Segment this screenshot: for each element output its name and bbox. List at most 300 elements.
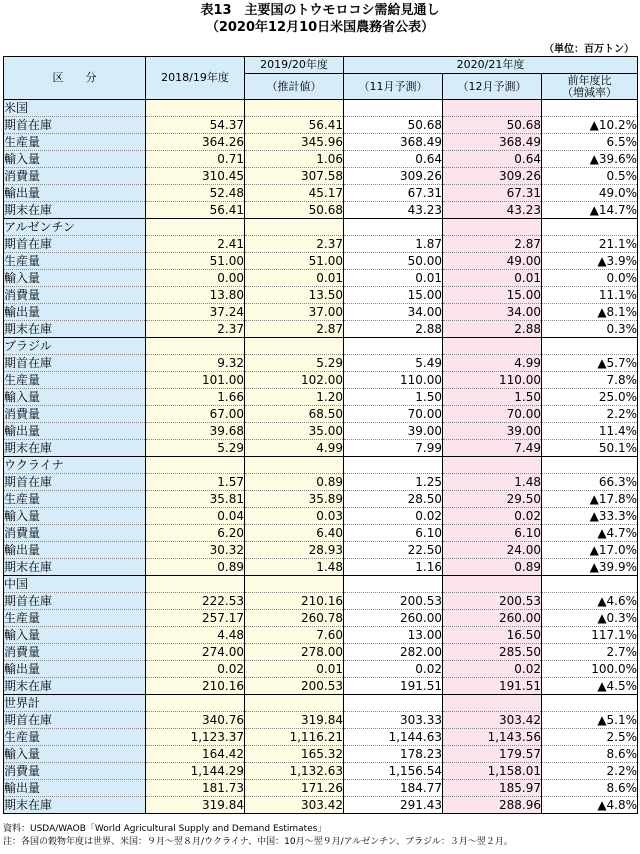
item-label: 消費量 xyxy=(4,525,146,542)
item-label: 生産量 xyxy=(4,372,146,389)
value-nov: 1,156.54 xyxy=(344,763,443,780)
table-row xyxy=(4,678,638,695)
value-nov: 178.23 xyxy=(344,746,443,763)
value-change: ▲17.0% xyxy=(542,542,638,559)
blank-cell xyxy=(542,100,638,117)
value-dec: 2.88 xyxy=(443,321,542,338)
table-row xyxy=(4,253,638,270)
value-change: 2.7% xyxy=(542,644,638,661)
item-label: 消費量 xyxy=(4,287,146,304)
value-2019: 35.89 xyxy=(245,491,344,508)
table-row xyxy=(4,270,638,287)
table-subtitle: （2020年12月10日米国農務省公表） xyxy=(205,20,435,35)
item-label: 輸入量 xyxy=(4,270,146,287)
item-label: 生産量 xyxy=(4,491,146,508)
value-change: ▲4.7% xyxy=(542,525,638,542)
value-dec: 70.00 xyxy=(443,406,542,423)
value-2019: 0.01 xyxy=(245,270,344,287)
item-label: 生産量 xyxy=(4,729,146,746)
value-nov: 0.64 xyxy=(344,151,443,168)
table-row xyxy=(4,134,638,151)
value-dec: 0.64 xyxy=(443,151,542,168)
value-2018: 181.73 xyxy=(146,780,245,797)
item-label: 期首在庫 xyxy=(4,712,146,729)
value-nov: 368.49 xyxy=(344,134,443,151)
value-2019: 200.53 xyxy=(245,678,344,695)
value-2018: 67.00 xyxy=(146,406,245,423)
value-2018: 2.37 xyxy=(146,321,245,338)
value-2019: 260.78 xyxy=(245,610,344,627)
value-dec: 29.50 xyxy=(443,491,542,508)
value-2018: 0.02 xyxy=(146,661,245,678)
value-2019: 1,116.21 xyxy=(245,729,344,746)
blank-cell xyxy=(443,219,542,236)
value-change: ▲4.8% xyxy=(542,797,638,814)
value-nov: 15.00 xyxy=(344,287,443,304)
item-label: 消費量 xyxy=(4,644,146,661)
table-row xyxy=(4,406,638,423)
country-row xyxy=(4,457,638,474)
value-2019: 319.84 xyxy=(245,712,344,729)
table-row xyxy=(4,423,638,440)
value-change: ▲14.7% xyxy=(542,202,638,219)
value-2018: 1.66 xyxy=(146,389,245,406)
supply-demand-table xyxy=(3,56,638,814)
value-dec: 43.23 xyxy=(443,202,542,219)
value-dec: 0.02 xyxy=(443,508,542,525)
value-2018: 30.32 xyxy=(146,542,245,559)
value-2019: 35.00 xyxy=(245,423,344,440)
table-row xyxy=(4,559,638,576)
value-2019: 68.50 xyxy=(245,406,344,423)
value-nov: 309.26 xyxy=(344,168,443,185)
value-change: 117.1% xyxy=(542,627,638,644)
value-change: ▲39.9% xyxy=(542,559,638,576)
header-change-sub: （増減率） xyxy=(562,85,618,99)
value-2019: 307.58 xyxy=(245,168,344,185)
table-row xyxy=(4,491,638,508)
country-name: ブラジル xyxy=(4,338,146,355)
value-change: ▲3.9% xyxy=(542,253,638,270)
value-nov: 184.77 xyxy=(344,780,443,797)
value-nov: 1,144.63 xyxy=(344,729,443,746)
blank-cell xyxy=(146,100,245,117)
blank-cell xyxy=(146,457,245,474)
blank-cell xyxy=(245,695,344,712)
value-2018: 39.68 xyxy=(146,423,245,440)
value-2018: 1.57 xyxy=(146,474,245,491)
table-row xyxy=(4,117,638,134)
table-row xyxy=(4,525,638,542)
value-2019: 210.16 xyxy=(245,593,344,610)
unit-label: （単位：百万トン） xyxy=(544,44,634,55)
blank-cell xyxy=(245,457,344,474)
blank-cell xyxy=(443,695,542,712)
table-row xyxy=(4,389,638,406)
value-2019: 345.96 xyxy=(245,134,344,151)
value-nov: 22.50 xyxy=(344,542,443,559)
value-change: 25.0% xyxy=(542,389,638,406)
value-2019: 2.37 xyxy=(245,236,344,253)
value-nov: 34.00 xyxy=(344,304,443,321)
blank-cell xyxy=(344,576,443,593)
value-change: ▲0.3% xyxy=(542,610,638,627)
blank-cell xyxy=(542,338,638,355)
value-2018: 56.41 xyxy=(146,202,245,219)
value-2018: 6.20 xyxy=(146,525,245,542)
value-2019: 0.89 xyxy=(245,474,344,491)
value-2018: 1,123.37 xyxy=(146,729,245,746)
value-2019: 5.29 xyxy=(245,355,344,372)
country-row xyxy=(4,338,638,355)
item-label: 期首在庫 xyxy=(4,236,146,253)
table-row xyxy=(4,746,638,763)
value-dec: 260.00 xyxy=(443,610,542,627)
value-2018: 54.37 xyxy=(146,117,245,134)
country-name: 世界計 xyxy=(4,695,146,712)
value-2018: 101.00 xyxy=(146,372,245,389)
source-note: 資料：USDA/WAOB「World Agricultural Supply and Demand Estimates」 xyxy=(3,824,327,834)
blank-cell xyxy=(542,219,638,236)
value-nov: 0.01 xyxy=(344,270,443,287)
value-2018: 52.48 xyxy=(146,185,245,202)
item-label: 消費量 xyxy=(4,406,146,423)
value-nov: 0.02 xyxy=(344,661,443,678)
value-nov: 70.00 xyxy=(344,406,443,423)
value-dec: 191.51 xyxy=(443,678,542,695)
value-change: ▲4.6% xyxy=(542,593,638,610)
value-nov: 6.10 xyxy=(344,525,443,542)
blank-cell xyxy=(542,695,638,712)
country-row xyxy=(4,100,638,117)
value-change: ▲33.3% xyxy=(542,508,638,525)
blank-cell xyxy=(146,338,245,355)
notes xyxy=(3,823,513,849)
blank-cell xyxy=(245,100,344,117)
value-change: 2.2% xyxy=(542,763,638,780)
country-row xyxy=(4,695,638,712)
table-row xyxy=(4,321,638,338)
value-nov: 28.50 xyxy=(344,491,443,508)
country-name: 米国 xyxy=(4,100,146,117)
value-2018: 4.48 xyxy=(146,627,245,644)
table-row xyxy=(4,236,638,253)
table-row xyxy=(4,763,638,780)
value-2019: 1.48 xyxy=(245,559,344,576)
value-nov: 291.43 xyxy=(344,797,443,814)
item-label: 期末在庫 xyxy=(4,797,146,814)
value-dec: 50.68 xyxy=(443,117,542,134)
value-change: 2.5% xyxy=(542,729,638,746)
value-2019: 2.87 xyxy=(245,321,344,338)
value-change: 8.6% xyxy=(542,746,638,763)
header-category: 区 分 xyxy=(4,57,146,100)
item-label: 消費量 xyxy=(4,168,146,185)
table-title: 表13 主要国のトウモロコシ需給見通し xyxy=(200,3,440,18)
value-dec: 15.00 xyxy=(443,287,542,304)
table-row xyxy=(4,780,638,797)
value-2019: 0.03 xyxy=(245,508,344,525)
value-nov: 7.99 xyxy=(344,440,443,457)
value-change: ▲8.1% xyxy=(542,304,638,321)
blank-cell xyxy=(443,576,542,593)
value-change: 66.3% xyxy=(542,474,638,491)
value-dec: 0.89 xyxy=(443,559,542,576)
value-2019: 28.93 xyxy=(245,542,344,559)
value-dec: 285.50 xyxy=(443,644,542,661)
item-label: 期首在庫 xyxy=(4,117,146,134)
value-2019: 1,132.63 xyxy=(245,763,344,780)
table-row xyxy=(4,287,638,304)
value-nov: 39.00 xyxy=(344,423,443,440)
value-2018: 37.24 xyxy=(146,304,245,321)
value-2019: 50.68 xyxy=(245,202,344,219)
value-2018: 222.53 xyxy=(146,593,245,610)
value-change: ▲5.1% xyxy=(542,712,638,729)
header-2020: 2020/21年度 xyxy=(344,57,638,74)
header-2019-sub: （推計値） xyxy=(245,74,344,100)
header-2019: 2019/20年度 xyxy=(245,57,344,74)
blank-cell xyxy=(245,576,344,593)
value-dec: 4.99 xyxy=(443,355,542,372)
value-nov: 13.00 xyxy=(344,627,443,644)
item-label: 生産量 xyxy=(4,134,146,151)
item-label: 輸入量 xyxy=(4,389,146,406)
value-dec: 1.48 xyxy=(443,474,542,491)
value-2018: 51.00 xyxy=(146,253,245,270)
blank-cell xyxy=(344,457,443,474)
value-dec: 1,158.01 xyxy=(443,763,542,780)
value-change: ▲5.7% xyxy=(542,355,638,372)
value-2019: 102.00 xyxy=(245,372,344,389)
value-2018: 0.04 xyxy=(146,508,245,525)
value-dec: 110.00 xyxy=(443,372,542,389)
value-dec: 0.02 xyxy=(443,661,542,678)
country-name: 中国 xyxy=(4,576,146,593)
footnote: 注：各国の穀物年度は世界、米国：９月～翌８月/ウクライナ、中国：10月～翌９月/アルゼンチン、ブラジル：３月～翌２月。 xyxy=(3,837,513,847)
value-dec: 288.96 xyxy=(443,797,542,814)
table-row xyxy=(4,627,638,644)
item-label: 生産量 xyxy=(4,253,146,270)
item-label: 期首在庫 xyxy=(4,474,146,491)
value-dec: 6.10 xyxy=(443,525,542,542)
value-2019: 278.00 xyxy=(245,644,344,661)
table-row xyxy=(4,355,638,372)
value-nov: 260.00 xyxy=(344,610,443,627)
value-dec: 16.50 xyxy=(443,627,542,644)
value-2019: 1.06 xyxy=(245,151,344,168)
country-name: アルゼンチン xyxy=(4,219,146,236)
table-row xyxy=(4,151,638,168)
item-label: 期末在庫 xyxy=(4,678,146,695)
table-row xyxy=(4,508,638,525)
value-2018: 9.32 xyxy=(146,355,245,372)
value-dec: 49.00 xyxy=(443,253,542,270)
blank-cell xyxy=(146,219,245,236)
value-nov: 50.00 xyxy=(344,253,443,270)
table-row xyxy=(4,644,638,661)
blank-cell xyxy=(245,338,344,355)
item-label: 輸出量 xyxy=(4,780,146,797)
table-body xyxy=(4,100,638,814)
header-nov: （11月予測） xyxy=(344,74,443,100)
value-nov: 191.51 xyxy=(344,678,443,695)
value-change: 6.5% xyxy=(542,134,638,151)
value-2018: 0.89 xyxy=(146,559,245,576)
item-label: 期末在庫 xyxy=(4,559,146,576)
value-nov: 67.31 xyxy=(344,185,443,202)
value-dec: 179.57 xyxy=(443,746,542,763)
table-row xyxy=(4,729,638,746)
value-change: 49.0% xyxy=(542,185,638,202)
value-change: 11.4% xyxy=(542,423,638,440)
value-change: ▲17.8% xyxy=(542,491,638,508)
table-row xyxy=(4,185,638,202)
country-row xyxy=(4,219,638,236)
value-nov: 43.23 xyxy=(344,202,443,219)
value-dec: 309.26 xyxy=(443,168,542,185)
value-dec: 39.00 xyxy=(443,423,542,440)
table-row xyxy=(4,661,638,678)
value-nov: 110.00 xyxy=(344,372,443,389)
value-2019: 45.17 xyxy=(245,185,344,202)
value-2019: 7.60 xyxy=(245,627,344,644)
value-dec: 185.97 xyxy=(443,780,542,797)
value-2019: 165.32 xyxy=(245,746,344,763)
value-change: ▲10.2% xyxy=(542,117,638,134)
value-nov: 2.88 xyxy=(344,321,443,338)
item-label: 消費量 xyxy=(4,763,146,780)
value-nov: 282.00 xyxy=(344,644,443,661)
value-nov: 303.33 xyxy=(344,712,443,729)
value-change: 21.1% xyxy=(542,236,638,253)
value-2018: 0.00 xyxy=(146,270,245,287)
item-label: 輸入量 xyxy=(4,746,146,763)
table-row xyxy=(4,712,638,729)
blank-cell xyxy=(443,338,542,355)
value-2018: 340.76 xyxy=(146,712,245,729)
value-2019: 1.20 xyxy=(245,389,344,406)
item-label: 輸出量 xyxy=(4,542,146,559)
blank-cell xyxy=(344,695,443,712)
value-change: ▲39.6% xyxy=(542,151,638,168)
value-dec: 1.50 xyxy=(443,389,542,406)
item-label: 輸出量 xyxy=(4,661,146,678)
value-2019: 56.41 xyxy=(245,117,344,134)
value-dec: 67.31 xyxy=(443,185,542,202)
value-2019: 37.00 xyxy=(245,304,344,321)
value-nov: 1.50 xyxy=(344,389,443,406)
value-2018: 164.42 xyxy=(146,746,245,763)
value-dec: 7.49 xyxy=(443,440,542,457)
item-label: 期末在庫 xyxy=(4,440,146,457)
item-label: 輸入量 xyxy=(4,627,146,644)
value-nov: 5.49 xyxy=(344,355,443,372)
value-nov: 200.53 xyxy=(344,593,443,610)
item-label: 生産量 xyxy=(4,610,146,627)
value-dec: 2.87 xyxy=(443,236,542,253)
value-2019: 51.00 xyxy=(245,253,344,270)
value-dec: 1,143.56 xyxy=(443,729,542,746)
value-2018: 257.17 xyxy=(146,610,245,627)
value-2018: 1,144.29 xyxy=(146,763,245,780)
header-change xyxy=(542,74,638,100)
blank-cell xyxy=(443,100,542,117)
value-dec: 368.49 xyxy=(443,134,542,151)
value-change: 0.3% xyxy=(542,321,638,338)
value-2018: 210.16 xyxy=(146,678,245,695)
table-row xyxy=(4,440,638,457)
value-2018: 364.26 xyxy=(146,134,245,151)
value-2018: 5.29 xyxy=(146,440,245,457)
item-label: 期首在庫 xyxy=(4,593,146,610)
header-2018: 2018/19年度 xyxy=(146,57,245,100)
value-dec: 200.53 xyxy=(443,593,542,610)
blank-cell xyxy=(542,457,638,474)
table-row xyxy=(4,372,638,389)
item-label: 輸出量 xyxy=(4,304,146,321)
value-change: 8.6% xyxy=(542,780,638,797)
value-2018: 2.41 xyxy=(146,236,245,253)
value-2019: 171.26 xyxy=(245,780,344,797)
header-change-label: 前年度比 xyxy=(567,73,612,87)
value-2019: 303.42 xyxy=(245,797,344,814)
value-2018: 310.45 xyxy=(146,168,245,185)
value-change: 50.1% xyxy=(542,440,638,457)
blank-cell xyxy=(344,219,443,236)
value-2019: 13.50 xyxy=(245,287,344,304)
country-name: ウクライナ xyxy=(4,457,146,474)
table-row xyxy=(4,168,638,185)
table-row xyxy=(4,797,638,814)
table-row xyxy=(4,474,638,491)
country-row xyxy=(4,576,638,593)
blank-cell xyxy=(245,219,344,236)
value-2018: 319.84 xyxy=(146,797,245,814)
blank-cell xyxy=(542,576,638,593)
value-change: 7.8% xyxy=(542,372,638,389)
value-nov: 1.25 xyxy=(344,474,443,491)
item-label: 期首在庫 xyxy=(4,355,146,372)
item-label: 輸入量 xyxy=(4,151,146,168)
value-dec: 303.42 xyxy=(443,712,542,729)
value-nov: 1.16 xyxy=(344,559,443,576)
table-row xyxy=(4,593,638,610)
blank-cell xyxy=(344,338,443,355)
value-2018: 13.80 xyxy=(146,287,245,304)
item-label: 輸出量 xyxy=(4,423,146,440)
blank-cell xyxy=(146,576,245,593)
value-change: ▲4.5% xyxy=(542,678,638,695)
value-2019: 6.40 xyxy=(245,525,344,542)
value-change: 2.2% xyxy=(542,406,638,423)
value-change: 100.0% xyxy=(542,661,638,678)
value-dec: 34.00 xyxy=(443,304,542,321)
blank-cell xyxy=(344,100,443,117)
value-dec: 24.00 xyxy=(443,542,542,559)
value-nov: 1.87 xyxy=(344,236,443,253)
value-2019: 4.99 xyxy=(245,440,344,457)
table-row xyxy=(4,202,638,219)
value-dec: 0.01 xyxy=(443,270,542,287)
item-label: 期末在庫 xyxy=(4,321,146,338)
table-row xyxy=(4,304,638,321)
value-2018: 0.71 xyxy=(146,151,245,168)
item-label: 輸入量 xyxy=(4,508,146,525)
blank-cell xyxy=(146,695,245,712)
value-nov: 50.68 xyxy=(344,117,443,134)
value-nov: 0.02 xyxy=(344,508,443,525)
